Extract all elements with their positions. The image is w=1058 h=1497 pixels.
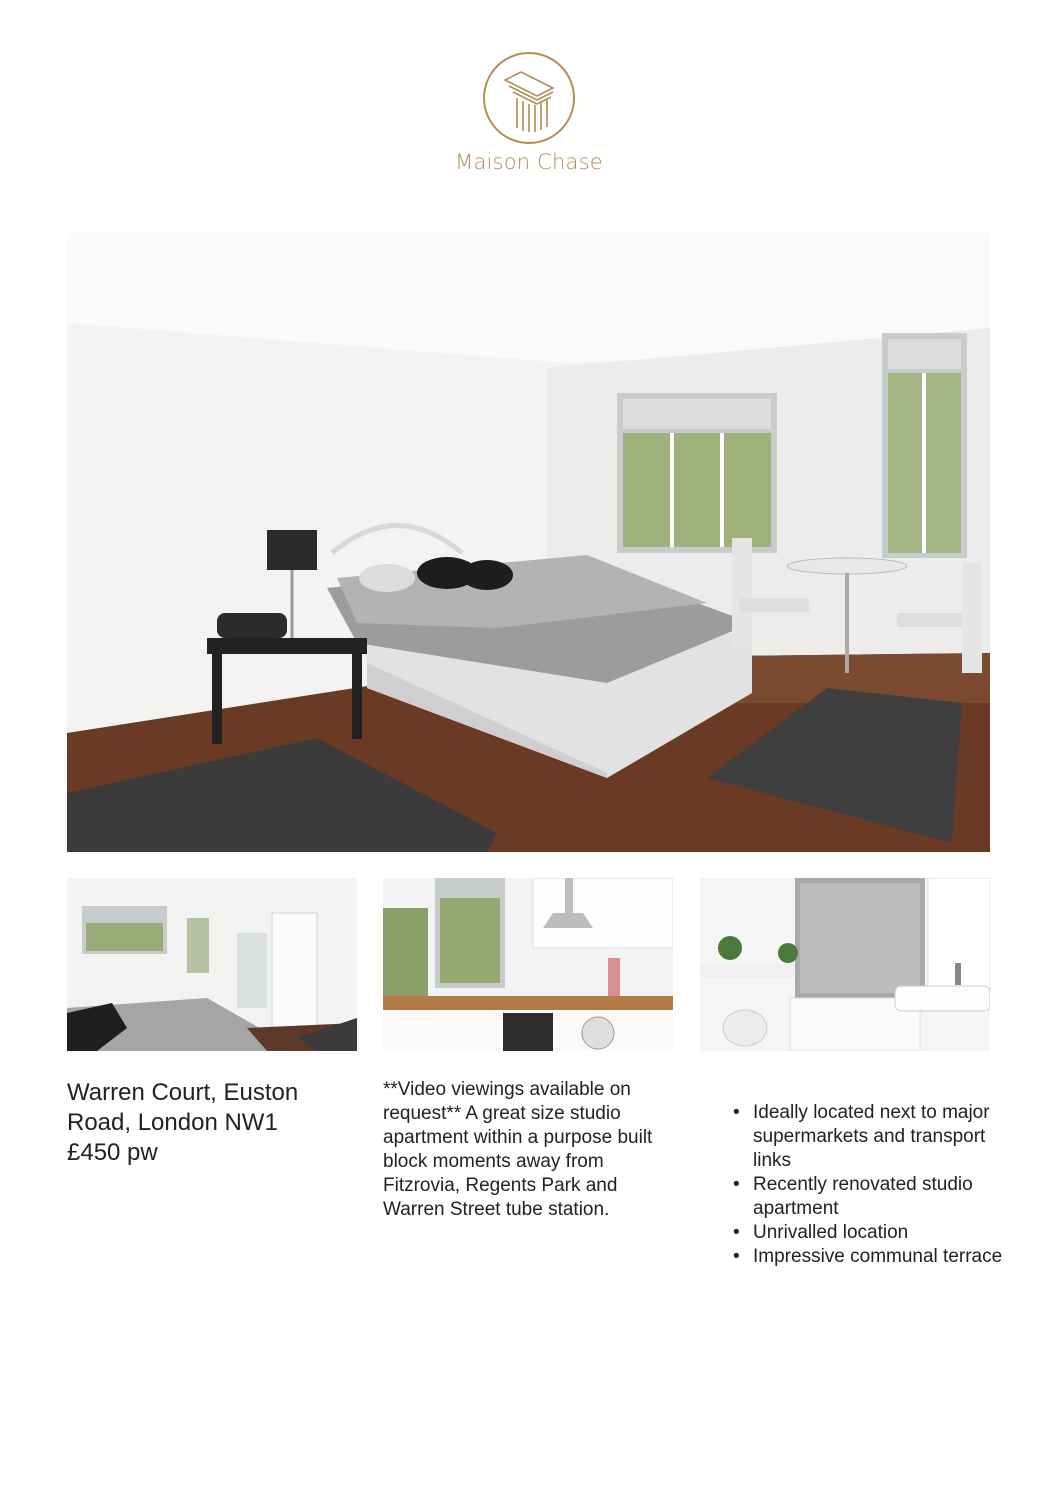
thumbnail-living-area bbox=[67, 878, 357, 1051]
thumbnail-bathroom bbox=[700, 878, 990, 1051]
thumbnail-kitchen bbox=[383, 878, 673, 1051]
feature-item: • Recently renovated studio apartment bbox=[733, 1173, 1003, 1221]
hero-photo bbox=[67, 233, 990, 852]
address-line-1: Warren Court, Euston bbox=[67, 1079, 299, 1106]
feature-item: • Ideally located next to major supermarkets and transport links bbox=[733, 1101, 1003, 1173]
price: £450 pw bbox=[67, 1139, 158, 1166]
address-line-2: Road, London NW1 bbox=[67, 1109, 278, 1136]
feature-list bbox=[733, 1101, 1003, 1269]
property-summary bbox=[67, 1078, 357, 1168]
feature-item: • Impressive communal terrace bbox=[733, 1245, 1003, 1269]
brand-emblem-icon bbox=[481, 50, 577, 146]
brand-logo bbox=[449, 50, 609, 190]
feature-item: • Unrivalled location bbox=[733, 1221, 1003, 1245]
property-description: **Video viewings available on request** A great size studio apartment within a purpose built block moments away from Fitzrovia, Regents Park and Warren Street tube station. bbox=[383, 1079, 653, 1220]
brand-name: Maison Chase bbox=[455, 150, 603, 174]
